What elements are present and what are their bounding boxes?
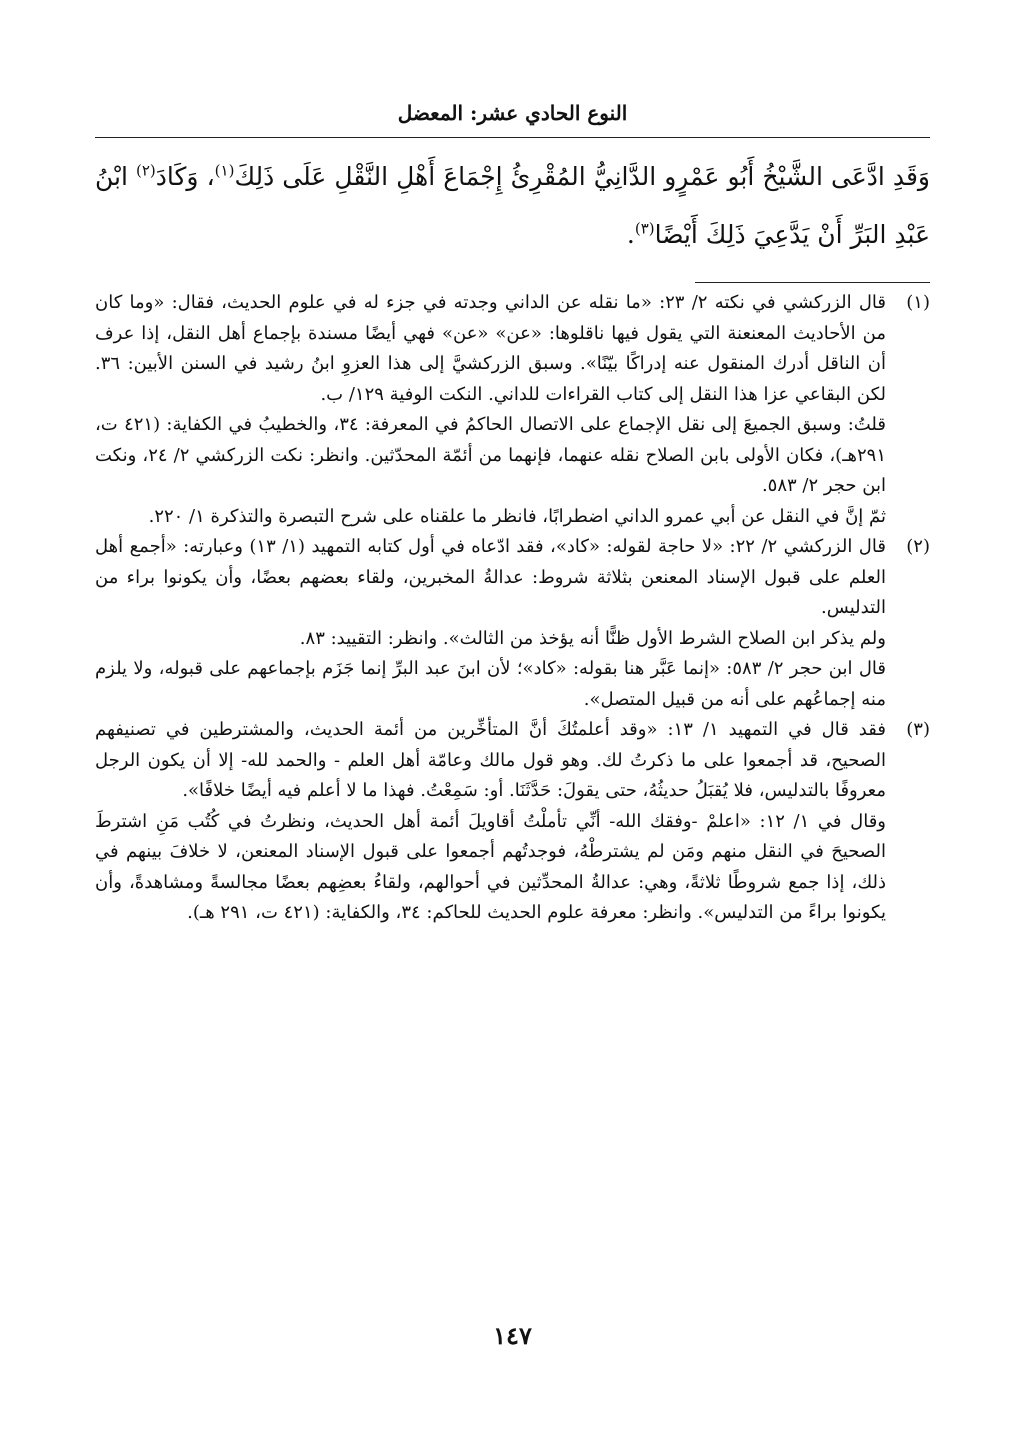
footnotes (95, 288, 930, 929)
header-rule (95, 137, 930, 138)
footnote-paragraph: قال الزركشي في نكته ٢/ ٢٣: «ما نقله عن الداني وجدته في جزء له في علوم الحديث، فقال: «وما كان من الأحاديث المعنعنة التي يقول فيها ناقلوها: «عن» «عن» فهي أيضًا مسندة بإجماع أهل النقل، إذا عرف أن الناقل أدرك المنقول عنه إدراكًا بيّنًا». وسبق الزركشيَّ إلى هذا العزوِ ابنُ رشيد في السنن الأبين: ٣٦. لكن البقاعي عزا هذا النقل إلى كتاب القراءات للداني. النكت الوفية ١٢٩/ ب. (95, 292, 886, 405)
footnote-paragraph: ولم يذكر ابن الصلاح الشرط الأول ظنًّا أنه يؤخذ من الثالث». وانظر: التقييد: ٨٣. (299, 627, 886, 649)
main-text-period: . (626, 220, 635, 249)
main-text-line1: وَقَدِ ادَّعَى الشَّيْخُ أَبُو عَمْرٍو الدَّانِيُّ المُقْرِئُ إِجْمَاعَ أَهْلِ النَّقْلِ عَلَى ذَلِكَ (234, 162, 931, 191)
footnote-paragraph: قال ابن حجر ٢/ ٥٨٣: «إنما عَبَّر هنا بقوله: «كاد»؛ لأن ابنَ عبد البرِّ إنما جَزَم بإجماعهم على قبوله، ولا يلزم منه إجماعُهم على أنه من قبيل المتصل». (95, 658, 886, 710)
footnote-2 (95, 532, 930, 715)
page-number: ١٤٧ (493, 1321, 532, 1350)
running-head: النوع الحادي عشر: المعضل (397, 101, 628, 125)
footnote-paragraph: قال الزركشي ٢/ ٢٢: «لا حاجة لقوله: «كاد»، فقد ادّعاه في أول كتابه التمهيد (١/ ١٣) وعبارته: «أجمع أهل العلم على قبول الإسناد المعنعن بثلاثة شروط: عدالةُ المخبرين، ولقاء بعضهم بعضًا، وأن يكونوا براء من التدليس. (95, 536, 886, 618)
book-page (95, 0, 930, 1450)
footnote-paragraph: قلتُ: وسبق الجميعَ إلى نقل الإجماع على الاتصال الحاكمُ في المعرفة: ٣٤، والخطيبُ في الكفاية: (٤٢١ ت، ٢٩١هـ)، فكان الأولى بابن الصلاح نقله عنهما، فإنهما من أئمّة المحدّثين. وانظر: نكت الزركشي ٢/ ٢٤، ونكت ابن حجر ٢/ ٥٨٣. (95, 414, 886, 496)
footnote-separator (695, 282, 930, 283)
footnote-1 (95, 288, 930, 532)
main-text-comma: ، (206, 162, 215, 191)
footnote-ref-2[interactable]: (٢) (136, 161, 156, 180)
footnote-paragraph: ثمّ إنَّ في النقل عن أبي عمرو الداني اضطرابًا، فانظر ما علقناه على شرح التبصرة والتذكرة ١/ ٢٢٠. (148, 505, 886, 527)
footnote-3 (95, 715, 930, 929)
footnote-ref-1[interactable]: (١) (214, 161, 235, 180)
footnote-number: (١) (906, 292, 930, 313)
main-paragraph (95, 148, 930, 264)
footnote-ref-3[interactable]: (٣) (634, 219, 655, 238)
footnote-number: (٢) (906, 536, 930, 557)
footnote-number: (٣) (906, 719, 930, 740)
footnote-paragraph: وقال في ١/ ١٢: «اعلمْ -وفقك الله- أنِّي تأملْتُ أقاويلَ أئمة أهل الحديث، ونظرتُ في كُتُب مَنِ اشترطَ الصحيحَ في النقل منهم ومَن لم يشترطْهُ، فوجدتُهم أجمعوا على قبول الإسناد المعنعن، لا خلافَ بينهم في ذلك، إذا جمع شروطًا ثلاثةً، وهي: عدالةُ المحدِّثين في أحوالهم، ولقاءُ بعضِهم بعضًا مجالسةً ومشاهدةً، وأن يكونوا براءً من التدليس». وانظر: معرفة علوم الحديث للحاكم: ٣٤، والكفاية: (٤٢١ ت، ٢٩١ هـ). (95, 810, 886, 923)
main-text-line2-end: ابْنُ عَبْدِ البَرِّ أَنْ يَدَّعِيَ ذَلِكَ أَيْضًا (95, 162, 930, 249)
main-text (95, 148, 930, 264)
footnote-paragraph: فقد قال في التمهيد ١/ ١٣: «وقد أعلمتُكَ أنَّ المتأخِّرين من أئمة الحديث، والمشترطين في تصنيفهم الصحيح، قد أجمعوا على ما ذكرتُ لك. وهو قول مالك وعامّة أهل العلم - والحمد لله- إلا أن يكون الرجل معروفًا بالتدليس، فلا يُقبَلُ حديثُهُ، حتى يقولَ: حَدَّثَنَا. أو: سَمِعْتُ. فهذا ما لا أعلم فيه أيضًا خلافًا». (95, 719, 886, 801)
main-text-line2-start: وَكَادَ (155, 162, 199, 191)
